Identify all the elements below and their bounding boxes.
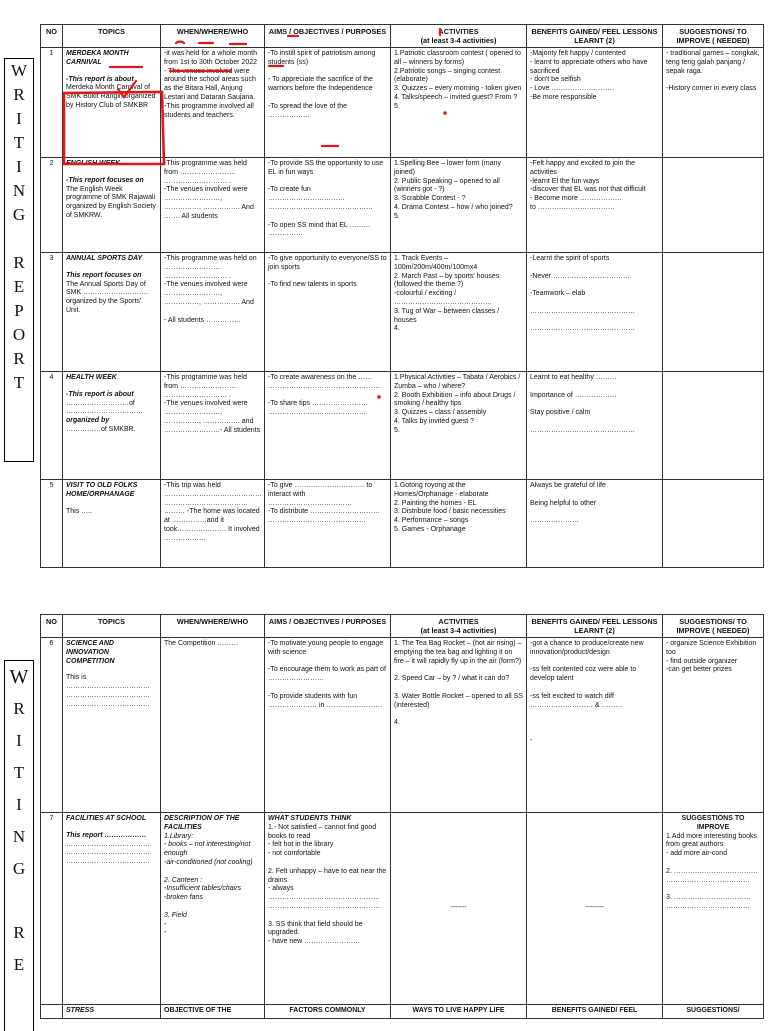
benefits-cell	[527, 372, 663, 480]
activities-cell	[391, 480, 527, 568]
aims-text: -To create awareness on the …… ………………………………………… -To share tips …………………… ……………………………………	[268, 374, 380, 417]
row-number-text: 6	[49, 640, 54, 647]
column-header: NO	[41, 25, 63, 48]
aims-cell	[265, 372, 391, 480]
activities-cell	[391, 253, 527, 372]
row-number-text: 2	[49, 160, 54, 167]
when-where-who-text: -This programme was held on …………………… ……………………… . -The venues involved were ……………………, ……………, ……………. And - All students ……………	[164, 255, 257, 324]
aims-cell	[265, 48, 391, 158]
row-number	[41, 253, 63, 372]
topic-cell	[63, 372, 161, 480]
column-header: SUGGESTIONS/ TO IMPROVE ( NEEDED)	[663, 25, 764, 48]
topic-line: -This report focuses on	[66, 176, 144, 184]
topic-title: ENGLISH WEEK	[66, 160, 121, 167]
topic-line: The English Week programme of SMK Rajawali organized by English Society of SMKRW.	[66, 185, 156, 219]
activities-cell	[391, 158, 527, 253]
table-row	[41, 158, 764, 253]
sidebar-letter: G	[12, 859, 26, 878]
benefits-cell	[527, 813, 663, 1005]
benefits-cell-text: -Majority felt happy / contented - learnt to appreciate others who have sacrificed - don't be selfish - Love ……………………… -Be more responsible	[530, 50, 648, 101]
topic-line: Merdeka Month Carnival of SMK Bukit Rangin organized by History Club of SMKBR	[66, 84, 156, 109]
benefits-cell-text: Always be grateful of life Being helpful to other …………………	[530, 482, 606, 525]
aims-cell	[265, 813, 391, 1005]
column-header: ACTIVITIES (at least 3-4 activities)	[391, 615, 527, 638]
when-where-who-cell	[161, 48, 265, 158]
sidebar-writing-report-1	[4, 58, 34, 462]
benefits-cell	[527, 638, 663, 813]
aims-text: -To instill spirit of patriotism among students (ss) - To appreciate the sacrifice of the warriors before the Independence -To spread the love of the ………………	[268, 50, 376, 119]
suggestions-cell	[663, 158, 764, 253]
benefits-cell	[527, 480, 663, 568]
benefits-cell	[527, 158, 663, 253]
benefits-cell-text: -Learnt the spirit of sports -Never …………………………… -Teamwork – elab ……………………………………… ………………………………………	[530, 255, 635, 333]
when-where-who-text: The Competition ………	[164, 640, 239, 647]
sidebar-letter: T	[13, 373, 25, 392]
when-where-who-cell	[161, 638, 265, 813]
topic-cell	[63, 813, 161, 1005]
sidebar-letter: E	[13, 955, 25, 974]
topic-line: ………………………………	[66, 840, 150, 848]
activities-cell	[391, 813, 527, 1005]
topic-cell	[63, 253, 161, 372]
table-header-row	[41, 25, 764, 48]
partial-cell: BENEFITS GAINED/ FEEL	[527, 1005, 663, 1019]
row-number-text: 4	[49, 374, 54, 381]
aims-text: 1.- Not satisfied – cannot find good books to read - felt hot in the library - not comfortable 2. Felt unhappy – have to eat near the drains - always ………………………………………… ………………………………………… 3. SS think that field should be upgraded. - have new ……………………	[268, 823, 387, 946]
benefits-cell-text: -got a chance to produce/create new innovation/product/design -ss felt contented coz were able to develop talent -ss felt excited to watch diff ……………………… & ……… -	[530, 640, 644, 744]
suggestions-text: - traditional games – congkak, teng teng galah panjang / sepak raga. -History corner in every class	[666, 50, 760, 93]
column-header: WHEN/WHERE/WHO	[161, 25, 265, 48]
topic-line: This report focuses on	[66, 271, 142, 279]
column-header: ACTIVITIES (at least 3-4 activities)	[391, 25, 527, 48]
row-number-text: 7	[49, 815, 54, 822]
when-where-who-cell	[161, 372, 265, 480]
benefits-cell-text: Learnt to eat healthy ……… Importance of ……………… Stay positive / calm ………………………………………	[530, 374, 635, 434]
sidebar-letter: R	[13, 923, 25, 942]
sidebar-letter: N	[12, 827, 26, 846]
column-header: TOPICS	[63, 615, 161, 638]
topic-line: ………………………………	[66, 849, 150, 857]
sidebar-letter: I	[16, 795, 22, 814]
activities-cell	[391, 372, 527, 480]
aims-text: -To give opportunity to everyone/SS to join sports -To find new talents in sports	[268, 255, 387, 289]
when-where-who-text: -it was held for a whole month from 1st to 30th October 2022 - The venues involved were around the school areas such as the Bitara Hall, Anjung Lestari and Dataran Saujana. -This programme involved all students and teachers.	[164, 50, 257, 119]
when-where-who-text: -This programme was held from …………………… ……………………… . -The venues involved were ……………………, ……………, ……………. And ……. All students	[164, 160, 254, 220]
activities-cell-text: 1.Patriotic classroom contest ( opened to all – winners by forms) 2.Patriotic songs – singing contest (elaborate) 3. Quizzes – every morning - token given 4. Talks/speech – invited guest? From ? 5.	[394, 50, 522, 110]
topic-line: ………………………………	[66, 691, 150, 699]
aims-text: -To provide SS the opportunity to use EL in fun ways -To create fun …………………………… ……………………………………… -To open SS mind that EL ……… ……………	[268, 160, 384, 238]
sidebar-letter: R	[13, 85, 25, 104]
benefits-cell	[527, 48, 663, 158]
report-table-2	[40, 614, 764, 1019]
column-header: AIMS / OBJECTIVES / PURPOSES	[265, 615, 391, 638]
row-number	[41, 48, 63, 158]
aims-cell	[265, 253, 391, 372]
partial-cell: FACTORS COMMONLY	[265, 1005, 391, 1019]
topic-cell	[63, 480, 161, 568]
activities-cell-text: 1. The Tea Bag Rocket – (hot air rising) – emptying the tea bag and lighting it on fire – it will rapidly fly up in the air (form?) 2. Speed Car – by ? / what it can do? 3. Water Bottle Rocket – opened to all SS (interested) 4.	[394, 640, 523, 727]
topic-line: ………………………of ……………………………	[66, 399, 143, 416]
when-where-who-text: 1.Library: - books – not interesting/not enough -air-conditioned (not cooling) 2. Canteen : -Insufficient tables/chairs -broken fans 3. Field - -	[164, 832, 253, 937]
topic-cell	[63, 158, 161, 253]
column-header: TOPICS	[63, 25, 161, 48]
sidebar-letter: O	[12, 325, 26, 344]
sidebar-letter: P	[14, 301, 24, 320]
row-number	[41, 480, 63, 568]
table-row	[41, 372, 764, 480]
when-where-who-cell	[161, 813, 265, 1005]
sidebar-letter: G	[12, 205, 26, 224]
cell-subheading: WHAT STUDENTS THINK	[268, 815, 352, 822]
table-row	[41, 253, 764, 372]
column-header: BENEFITS GAINED/ FEEL LESSONS LEARNT (2)	[527, 615, 663, 638]
when-where-who-cell	[161, 253, 265, 372]
topic-line: organized by	[66, 417, 110, 425]
when-where-who-text: -This programme was held from …………………… ……………………… . -The venues involved were ……………………, ……………, ……………. and ……………………- All students	[164, 374, 261, 434]
table-row	[41, 480, 764, 568]
sidebar-letter: I	[16, 109, 22, 128]
topic-title: VISIT TO OLD FOLKS HOME/ORPHANAGE	[66, 482, 138, 498]
activities-cell-text: -------	[450, 904, 467, 912]
topic-cell	[63, 638, 161, 813]
column-header: NO	[41, 615, 63, 638]
topic-line: organized by the Sports' Unit.	[66, 298, 142, 314]
row-number-text: 3	[49, 255, 54, 262]
partial-cell: STRESS	[63, 1005, 161, 1019]
sidebar-letter	[5, 885, 33, 917]
topic-title: ANNUAL SPORTS DAY	[66, 255, 143, 262]
suggestions-text: - organize Science Exhibition too - find outside organizer -can get better prizes	[666, 640, 757, 674]
activities-cell	[391, 48, 527, 158]
cell-subheading: SUGGESTIONS TO IMPROVE	[681, 815, 745, 831]
row-number	[41, 372, 63, 480]
sidebar-letter	[5, 227, 33, 251]
sidebar-letter: R	[13, 349, 25, 368]
table-header-row	[41, 615, 764, 638]
topic-line: This report ………………	[66, 831, 147, 839]
topic-line: This …..	[66, 507, 93, 515]
row-number	[41, 813, 63, 1005]
column-header: AIMS / OBJECTIVES / PURPOSES	[265, 25, 391, 48]
row-number	[41, 638, 63, 813]
row-number	[41, 1005, 63, 1019]
suggestions-cell	[663, 48, 764, 158]
suggestions-cell	[663, 253, 764, 372]
partial-cell: WAYS TO LIVE HAPPY LIFE	[391, 1005, 527, 1019]
suggestions-cell	[663, 638, 764, 813]
partial-cell: SUGGESTIONS/	[663, 1005, 764, 1019]
row-number-text: 5	[49, 482, 54, 489]
partial-cell: OBJECTIVE OF THE	[161, 1005, 265, 1019]
table-row	[41, 813, 764, 1005]
topic-cell	[63, 48, 161, 158]
topic-title: HEALTH WEEK	[66, 374, 117, 381]
suggestions-cell	[663, 372, 764, 480]
aims-cell	[265, 638, 391, 813]
column-header: BENEFITS GAINED/ FEEL LESSONS LEARNT (2)	[527, 25, 663, 48]
activities-cell-text: 1. Track Events – 100m/200m/400m/100mx4 2. March Past – by sports' houses (followed the theme ?) -colourful / exciting / …………………………………… 3. Tug of War – between classes / houses 4.	[394, 255, 500, 333]
table-row-partial	[41, 1005, 764, 1019]
topic-line: -This report is about	[66, 75, 134, 83]
sidebar-letter: T	[13, 763, 25, 782]
sidebar-letter: R	[13, 253, 25, 272]
when-where-who-cell	[161, 480, 265, 568]
sidebar-letter: W	[9, 666, 29, 688]
aims-cell	[265, 158, 391, 253]
row-number	[41, 158, 63, 253]
sidebar-letter: T	[13, 133, 25, 152]
table-row	[41, 638, 764, 813]
suggestions-cell	[663, 480, 764, 568]
topic-line: ……………of SMKBR.	[66, 425, 136, 433]
suggestions-cell	[663, 813, 764, 1005]
when-where-who-text: -This trip was held …………………………………… ……………………………… ……… -The home was located at ……………and it took………………… It involved ………………	[164, 482, 262, 542]
sidebar-letter: R	[13, 699, 25, 718]
activities-cell	[391, 638, 527, 813]
sidebar-writing-report-2	[4, 660, 34, 1031]
sidebar-letter: I	[16, 157, 22, 176]
activities-cell-text: 1.Gotong royong at the Homes/Orphanage - elaborate 2. Painting the homes - EL 3. Distribute food / basic necessities 4. Performance – songs 5. Games - Orphanage	[394, 482, 506, 533]
sidebar-letter: E	[13, 277, 25, 296]
row-number-text: 1	[49, 50, 54, 57]
column-header: WHEN/WHERE/WHO	[161, 615, 265, 638]
topic-title: SCIENCE AND INNOVATION COMPETITION	[66, 640, 115, 665]
activities-cell-text: 1.Spelling Bee – lower form (many joined) 2. Public Speaking – opened to all (winners got - ?) 3. Scrabble Contest - ? 4. Drama Contest – how / who joined? 5.	[394, 160, 513, 220]
benefits-cell-text: -Felt happy and excited to join the activities -learnt El the fun ways -discover that EL was not that difficult - Become more ……………… to ……………………………	[530, 160, 646, 211]
aims-text: -To motivate young people to engage with science -To encourage them to work as part of …………………… -To provide students with fun ………………… in ……………………	[268, 640, 386, 709]
topic-line: -This report is about	[66, 390, 134, 398]
topic-line: ………………………………	[66, 683, 150, 691]
cell-subheading: DESCRIPTION OF THE FACILITIES	[164, 815, 240, 831]
table-row	[41, 48, 764, 158]
topic-line: ………………………………	[66, 700, 150, 708]
topic-line: This is	[66, 674, 87, 682]
when-where-who-cell	[161, 158, 265, 253]
sidebar-letter: N	[12, 181, 26, 200]
sidebar-letter: W	[10, 61, 28, 80]
benefits-cell	[527, 253, 663, 372]
topic-line: ………………………………	[66, 858, 150, 866]
column-header: SUGGESTIONS/ TO IMPROVE ( NEEDED)	[663, 615, 764, 638]
sidebar-letter: I	[16, 731, 22, 750]
benefits-cell-text: --------	[585, 904, 604, 912]
topic-title: FACILITIES AT SCHOOL	[66, 815, 147, 822]
aims-text: -To give ………………………… to interact with ……………………………… -To distribute ………………………… ……………………………………	[268, 482, 381, 525]
activities-cell-text: 1.Physical Activities – Tabata / Aerobics / Zumba – who / where? 2. Booth Exhibition – info about Drugs / smoking / healthy tips 3. Quizzes – class / assembly 4. Talks by invited guest ? 5.	[394, 374, 521, 434]
aims-cell	[265, 480, 391, 568]
topic-line: The Annual Sports Day of SMK ……………………….	[66, 280, 149, 297]
topic-title: MERDEKA MONTH CARNIVAL	[66, 50, 129, 66]
suggestions-text: 1.Add more interesting books from great authors - add more air-cond 2. ……………………………… ……………………………… 3. …………………………… ………………………………	[666, 832, 758, 910]
report-table-1	[40, 24, 764, 568]
